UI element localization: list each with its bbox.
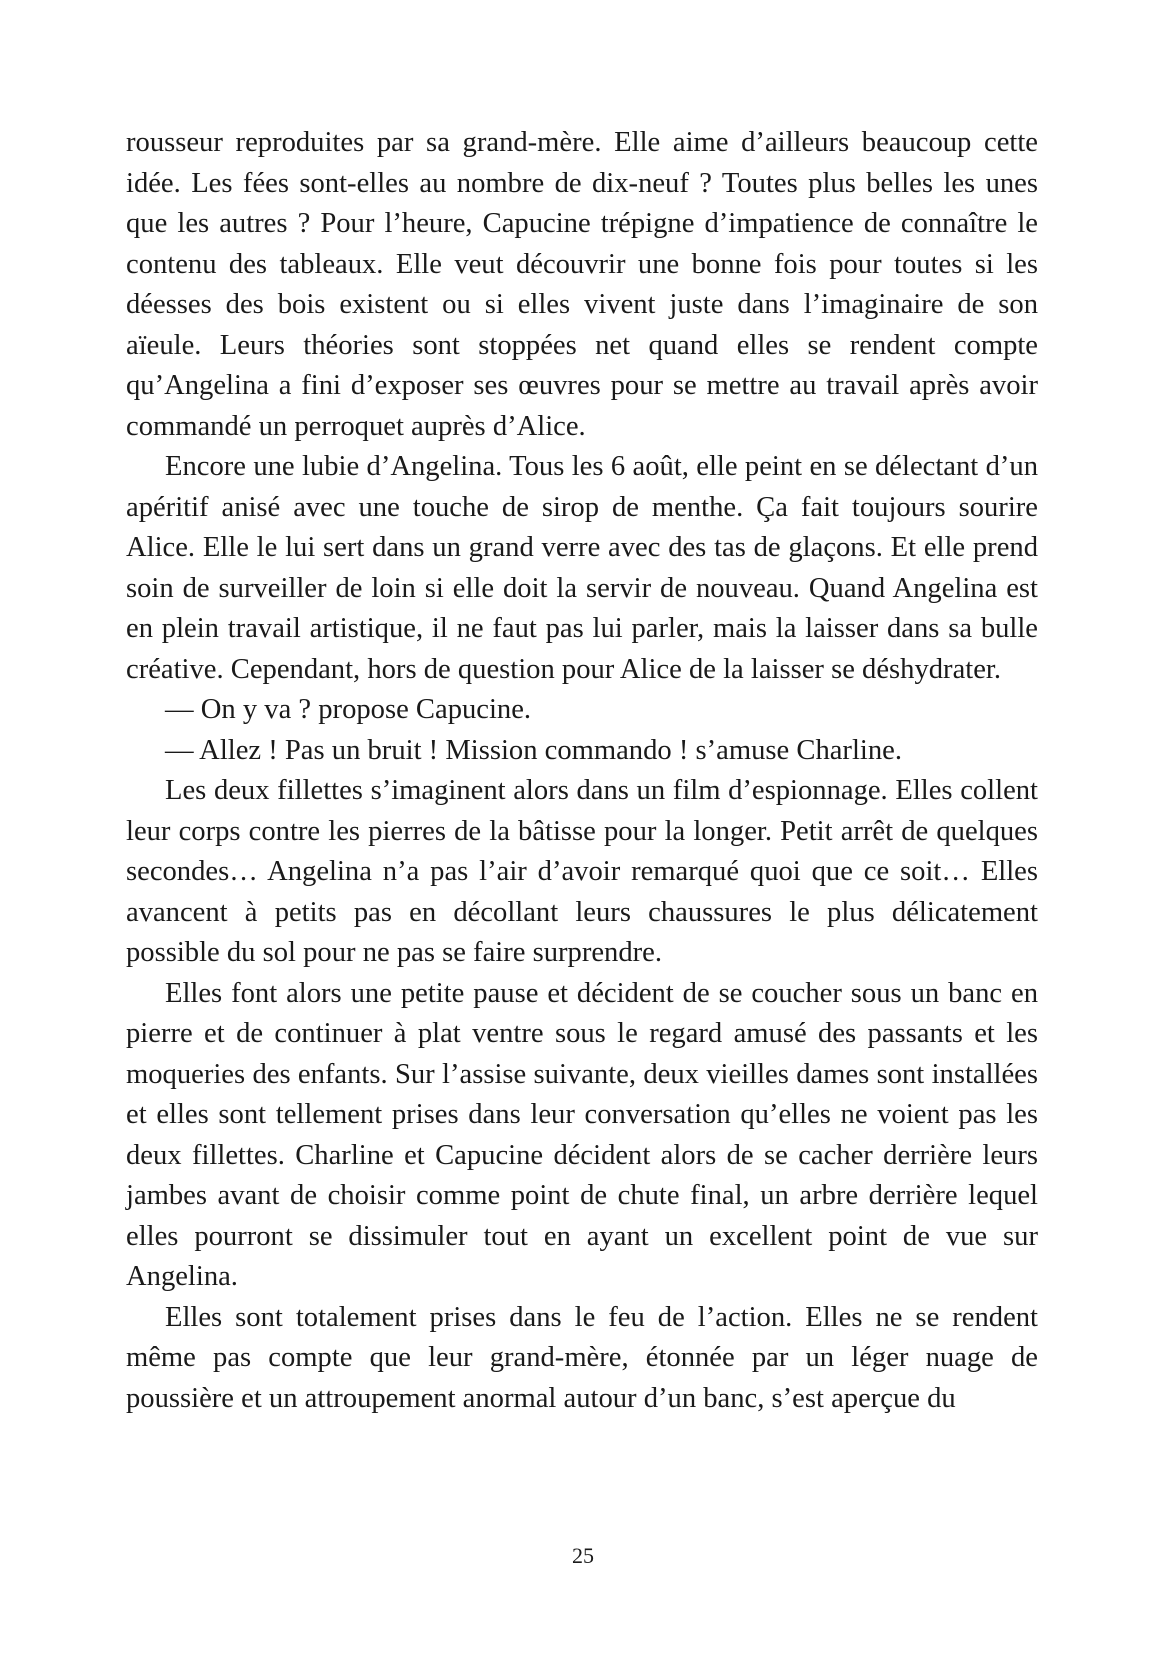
- paragraph: Encore une lubie d’Angelina. Tous les 6 août, elle peint en se délectant d’un apéritif anisé avec une touche de sirop de menthe. Ça fait toujours sourire Alice. Elle le lui sert dans un grand verre avec des tas de glaçons. Et elle prend soin de surveiller de loin si elle doit la servir de nouveau. Quand Angelina est en plein travail artistique, il ne faut pas lui parler, mais la laisser dans sa bulle créative. Cependant, hors de question pour Alice de la laisser se déshydrater.: [126, 451, 1038, 685]
- page-number: 25: [572, 1543, 594, 1568]
- paragraph: Elles sont totalement prises dans le feu de l’action. Elles ne se rendent même pas compte que leur grand-mère, étonnée par un léger nuage de poussière et un attroupement anormal autour d’un banc, s’est aperçue du: [126, 1301, 1038, 1414]
- dialogue-line: — Allez ! Pas un bruit ! Mission commando ! s’amuse Charline.: [165, 734, 902, 766]
- dialogue-line: — On y va ? propose Capucine.: [165, 694, 532, 725]
- paragraph: Elles font alors une petite pause et décident de se coucher sous un banc en pierre et de continuer à plat ventre sous le regard amusé des passants et les moqueries des enfants. Sur l’assise suivante, deux vieilles dames sont installées et elles sont tellement prises dans leur conversation qu’elles ne voient pas les deux fillettes. Charline et Capucine décident alors de se cacher derrière leurs jambes avant de choisir comme point de chute final, un arbre derrière lequel elles pourront se dissimuler tout en ayant un excellent point de vue sur Angelina.: [126, 977, 1038, 1292]
- paragraph: rousseur reproduites par sa grand-mère. Elle aime d’ailleurs beaucoup cette idée. Les fées sont-elles au nombre de dix-neuf ? Toutes plus belles les unes que les autres ? Pour l’heure, Capucine trépigne d’impatience de connaître le contenu des tableaux. Elle veut découvrir une bonne fois pour toutes si les déesses des bois existent ou si elles vivent juste dans l’imaginaire de son aïeule. Leurs théories sont stoppées net quand elles se rendent compte qu’Angelina a fini d’exposer ses œuvres pour se mettre au travail après avoir commandé un perroquet auprès d’Alice.: [126, 127, 1038, 442]
- body-text: [126, 123, 1038, 1419]
- paragraph: Les deux fillettes s’imaginent alors dans un film d’espionnage. Elles collent leur corps contre les pierres de la bâtisse pour la longer. Petit arrêt de quelques secondes… Angelina n’a pas l’air d’avoir remarqué quoi que ce soit… Elles avancent à petits pas en décollant leurs chaussures le plus délicatement possible du sol pour ne pas se faire surprendre.: [126, 775, 1038, 968]
